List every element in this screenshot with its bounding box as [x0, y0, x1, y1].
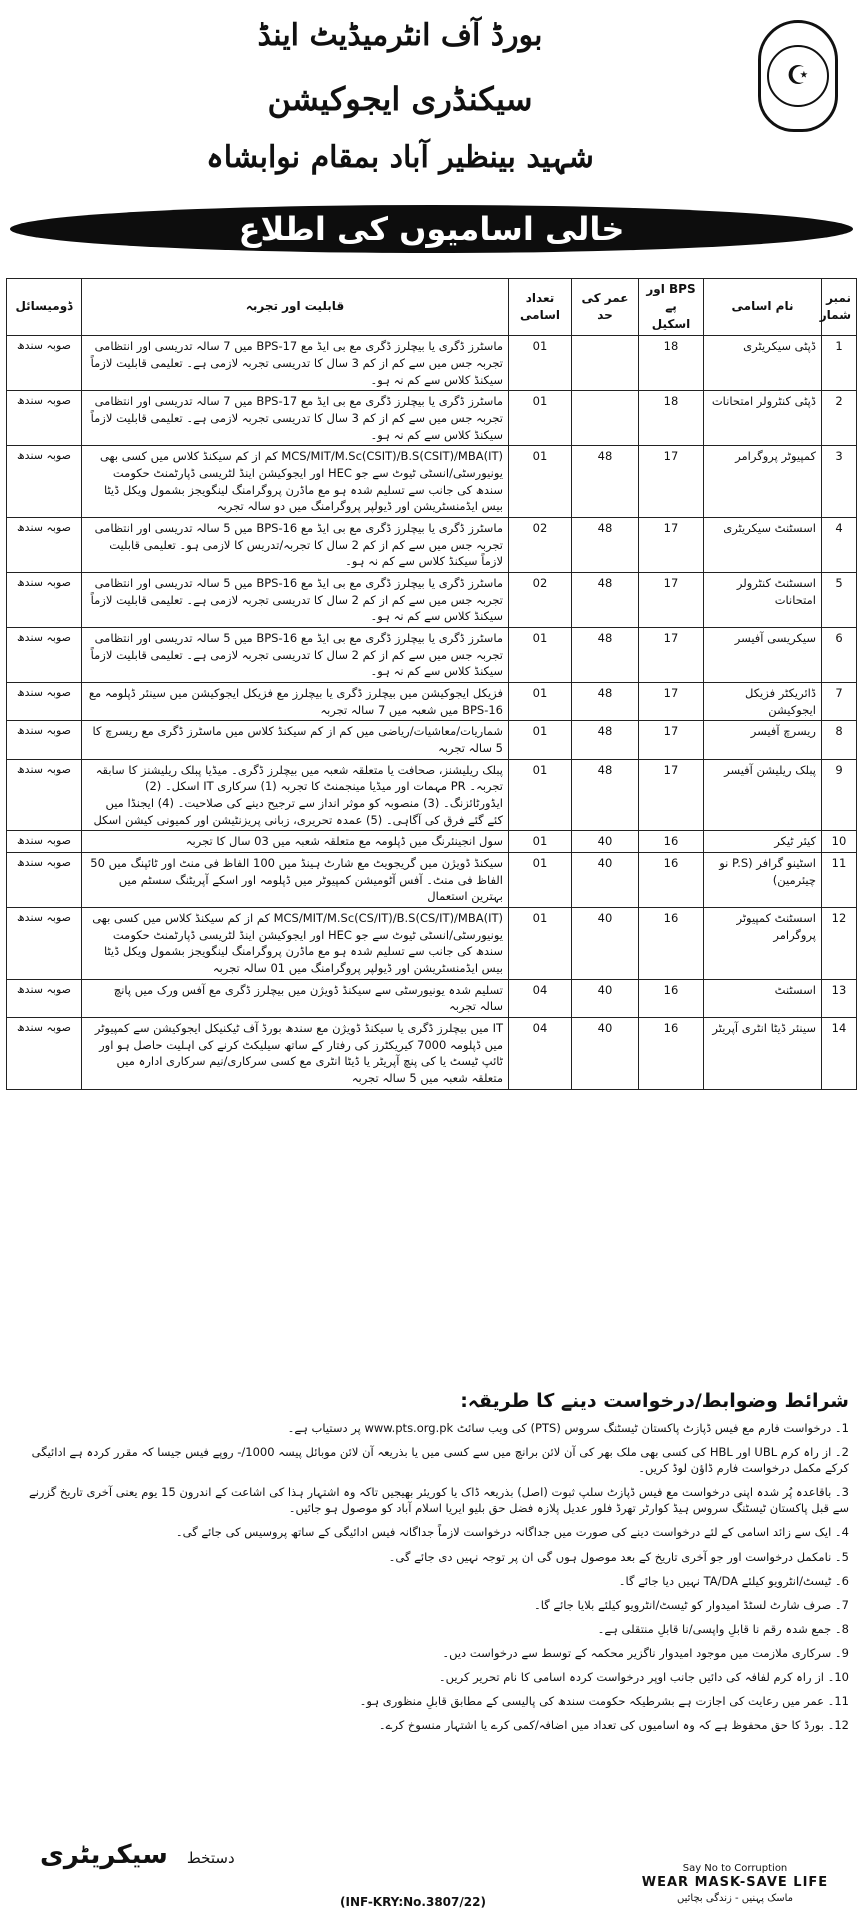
- table-row: [7, 1018, 857, 1090]
- board-location: شہید بینظیر آباد بمقام نوابشاہ: [206, 140, 594, 175]
- table-row: [7, 572, 857, 627]
- cell-bps: 16: [639, 1018, 704, 1090]
- cell-domicile: صوبہ سندھ: [7, 627, 82, 682]
- cell-post-count: 01: [509, 908, 572, 980]
- cell-post-name: اسسٹنٹ کمپیوٹر پروگرامر: [704, 908, 822, 980]
- cell-age-limit: 48: [572, 446, 639, 518]
- cell-post-count: 01: [509, 831, 572, 853]
- table-row: [7, 852, 857, 907]
- cell-post-count: 01: [509, 336, 572, 391]
- cell-age-limit: 40: [572, 1018, 639, 1090]
- cell-post-count: 02: [509, 572, 572, 627]
- vacancy-banner: خالی اسامیوں کی اطلاع: [10, 205, 853, 253]
- cell-post-name: ڈپٹی کنٹرولر امتحانات: [704, 391, 822, 446]
- cell-bps: 18: [639, 336, 704, 391]
- board-title-line-1: بورڈ آف انٹرمیڈیٹ اینڈ: [257, 18, 543, 53]
- list-item: 6۔ ٹیسٹ/انٹرویو کیلئے TA/DA نہیں دیا جائے گا۔: [618, 1573, 849, 1588]
- cell-bps: 17: [639, 682, 704, 720]
- cell-post-name: ڈپٹی سیکریٹری: [704, 336, 822, 391]
- list-item: 8۔ جمع شدہ رقم نا قابلِ واپسی/نا قابلِ منتقلی ہے۔: [597, 1621, 849, 1636]
- cell-age-limit: 48: [572, 682, 639, 720]
- slogan-top: Say No to Corruption: [682, 1863, 788, 1874]
- cell-qualification: ماسٹرز ڈگری یا بیچلرز ڈگری مع بی ایڈ مع BPS-16 میں 5 سالہ تدریسی اور انتظامی تجربہ جس میں سے کم از کم 2 سال کا تجربہ/تدریس کا لازمی ہو۔ تعلیمی قابلیت لازماً سیکنڈ کلاس سے کم نہ ہو۔: [82, 517, 509, 572]
- table-row: [7, 831, 857, 853]
- table-row: [7, 517, 857, 572]
- table-row: [7, 908, 857, 980]
- list-item: 2۔ از راہ کرم UBL اور HBL کی کسی بھی ملک بھر کی آن لائن برانچ میں سے کسی میں یا بذریعہ آن لائن موبائل پیسہ 1000/- روپے فیس جیسا کہ مقرر کردہ ہے ادائیگی کرکے مکمل درخواست فارم ڈاؤن لوڈ کریں۔: [31, 1445, 849, 1476]
- cell-serial: 3: [822, 446, 857, 518]
- cell-bps: 16: [639, 852, 704, 907]
- cell-domicile: صوبہ سندھ: [7, 682, 82, 720]
- cell-serial: 5: [822, 572, 857, 627]
- table-row: [7, 682, 857, 720]
- cell-bps: 17: [639, 446, 704, 518]
- cell-bps: 17: [639, 627, 704, 682]
- cell-age-limit: [572, 391, 639, 446]
- cell-age-limit: 40: [572, 979, 639, 1017]
- reference-number: (INF-KRY:No.3807/22): [340, 1895, 486, 1909]
- table-row: [7, 627, 857, 682]
- cell-age-limit: [572, 336, 639, 391]
- header-age-limit: عمر کی حد: [572, 279, 639, 336]
- board-seal-logo: [758, 20, 838, 132]
- cell-domicile: صوبہ سندھ: [7, 517, 82, 572]
- cell-post-count: 01: [509, 446, 572, 518]
- cell-post-name: اسسٹنٹ سیکریٹری: [704, 517, 822, 572]
- cell-post-name: ریسرچ آفیسر: [704, 721, 822, 759]
- cell-post-name: سیکریسی آفیسر: [704, 627, 822, 682]
- list-item: 7۔ صرف شارٹ لسٹڈ امیدوار کو ٹیسٹ/انٹرویو کیلئے بلایا جائے گا۔: [533, 1597, 849, 1612]
- list-item: 12۔ بورڈ کا حق محفوظ ہے کہ وہ اسامیوں کی تعداد میں اضافہ/کمی کرے یا اشتہار منسوخ کرے۔: [378, 1718, 849, 1733]
- cell-age-limit: 48: [572, 759, 639, 831]
- cell-bps: 16: [639, 908, 704, 980]
- table-header-row: [7, 279, 857, 336]
- list-item: 4۔ ایک سے زائد اسامی کے لئے درخواست دینے کی صورت میں جداگانہ درخواست لازماً جداگانہ فیس ادائیگی کے ساتھ پروسیس کی جائے گی۔: [175, 1525, 849, 1540]
- cell-bps: 17: [639, 721, 704, 759]
- cell-qualification: ماسٹرز ڈگری یا بیچلرز ڈگری مع بی ایڈ مع BPS-16 میں 5 سالہ تدریسی اور انتظامی تجربہ جس میں سے کم از کم 2 سال کا تدریسی تجربہ لازمی ہے۔ تعلیمی قابلیت لازماً سیکنڈ کلاس سے کم نہ ہو۔: [82, 572, 509, 627]
- table-row: [7, 721, 857, 759]
- cell-age-limit: 40: [572, 852, 639, 907]
- header-post-name: نام اسامی: [704, 279, 822, 336]
- cell-domicile: صوبہ سندھ: [7, 1018, 82, 1090]
- terms-heading: شرائط وضوابط/درخواست دینے کا طریقہ:: [460, 1390, 849, 1412]
- cell-age-limit: 40: [572, 831, 639, 853]
- cell-post-name: سینئر ڈیٹا انٹری آپریٹر: [704, 1018, 822, 1090]
- crescent-star-icon: ☪: [767, 45, 829, 107]
- cell-serial: 14: [822, 1018, 857, 1090]
- cell-serial: 8: [822, 721, 857, 759]
- cell-age-limit: 48: [572, 517, 639, 572]
- table-row: [7, 446, 857, 518]
- cell-serial: 11: [822, 852, 857, 907]
- slogan-urdu: ماسک پہنیں - زندگی بچائیں: [676, 1892, 793, 1904]
- cell-post-name: کیئر ٹیکر: [704, 831, 822, 853]
- notice-header: [0, 0, 863, 205]
- slogan-main: WEAR MASK-SAVE LIFE: [641, 1875, 829, 1890]
- cell-qualification: پبلک ریلیشنز، صحافت یا متعلقہ شعبہ میں بیچلرز ڈگری۔ میڈیا پبلک ریلیشنز کا سابقہ تجربہ۔ PR مہمات اور میڈیا مینجمنٹ کا تجربہ (1) سرکاری IT اسکل۔ (2) ایڈورٹائزنگ۔ (3) منصوبہ کو موثر انداز سے ترجیح دینے کی صلاحیت۔ (4) ایجنڈا میں کئے گئے فرق کی آگاہی۔ (5) عمدہ تحریری، زبانی پریزنٹیشن اور کمیونی کیشن اسکل: [82, 759, 509, 831]
- signatory-title: سیکریٹری: [40, 1840, 168, 1870]
- cell-qualification: سیکنڈ ڈویژن میں گریجویٹ مع شارٹ ہینڈ میں 100 الفاظ فی منٹ اور ٹائپنگ میں 50 الفاظ فی منٹ۔ آفس آٹومیشن کمپیوٹر میں ڈپلومہ اور اسکے آپریٹنگ سسٹم میں بہترین استعمال: [82, 852, 509, 907]
- cell-qualification: سول انجینئرنگ میں ڈپلومہ مع متعلقہ شعبہ میں 03 سال کا تجربہ: [82, 831, 509, 853]
- table-row: [7, 759, 857, 831]
- cell-qualification: فزیکل ایجوکیشن میں بیچلرز ڈگری یا بیچلرز مع فزیکل ایجوکیشن میں سینئر ڈپلومہ مع BPS-16 میں شعبہ میں 7 سالہ تجربہ: [82, 682, 509, 720]
- cell-post-count: 01: [509, 391, 572, 446]
- cell-domicile: صوبہ سندھ: [7, 979, 82, 1017]
- cell-domicile: صوبہ سندھ: [7, 852, 82, 907]
- header-post-count: تعداد اسامی: [509, 279, 572, 336]
- cell-post-count: 02: [509, 517, 572, 572]
- cell-domicile: صوبہ سندھ: [7, 391, 82, 446]
- list-item: 1۔ درخواست فارم مع فیس ڈپازٹ پاکستان ٹیسٹنگ سروس (PTS) کی ویب سائٹ www.pts.org.pk پر دستیاب ہے۔: [287, 1421, 849, 1435]
- cell-bps: 18: [639, 391, 704, 446]
- cell-post-count: 04: [509, 979, 572, 1017]
- cell-domicile: صوبہ سندھ: [7, 908, 82, 980]
- signature-block: [40, 1840, 235, 1870]
- cell-post-name: اسٹینو گرافر (P.S نو چیئرمین): [704, 852, 822, 907]
- cell-qualification: MCS/MIT/M.Sc(CSIT)/B.S(CSIT)/MBA(IT) کم از کم سیکنڈ کلاس میں کسی بھی یونیورسٹی/انسٹی ٹیوٹ سے جو HEC اور ایجوکیشن اینڈ لٹریسی ڈپارٹمنٹ حکومت سندھ کی جانب سے تسلیم شدہ ہو مع ماڈرن پروگرامنگ لینگویجز بشمول ویکل ڈیٹا بیس ایڈمنسٹریشن اور ڈیولپر پروگرامنگ میں دو سالہ تجربہ: [82, 446, 509, 518]
- cell-post-name: کمپیوٹر پروگرامر: [704, 446, 822, 518]
- cell-qualification: ماسٹرز ڈگری یا بیچلرز ڈگری مع بی ایڈ مع BPS-17 میں 7 سالہ تدریسی اور انتظامی تجربہ جس میں سے کم از کم 3 سال کا تدریسی تجربہ لازمی ہے۔ تعلیمی قابلیت لازماً سیکنڈ کلاس سے کم نہ ہو۔: [82, 336, 509, 391]
- header-bps: BPS اور پے اسکیل: [639, 279, 704, 336]
- cell-qualification: IT میں بیچلرز ڈگری یا سیکنڈ ڈویژن مع سندھ بورڈ آف ٹیکنیکل ایجوکیشن سے کمپیوٹر میں ڈپلومہ 7000 کیریکٹرز کی رفتار کے ساتھ سیلیکٹ کرنے کی اہلیت حاصل ہو اور ٹائپ ٹیسٹ یا کی پنچ آپریٹر یا ڈیٹا انٹری مع کسی سرکاری/نیم سرکاری ادارہ میں متعلقہ شعبہ میں 5 سالہ تجربہ: [82, 1018, 509, 1090]
- cell-domicile: صوبہ سندھ: [7, 759, 82, 831]
- cell-domicile: صوبہ سندھ: [7, 572, 82, 627]
- cell-domicile: صوبہ سندھ: [7, 831, 82, 853]
- cell-age-limit: 48: [572, 572, 639, 627]
- cell-bps: 17: [639, 759, 704, 831]
- cell-serial: 4: [822, 517, 857, 572]
- header-qualification: قابلیت اور تجربہ: [82, 279, 509, 336]
- cell-qualification: تسلیم شدہ یونیورسٹی سے سیکنڈ ڈویژن میں بیچلرز ڈگری مع آفس ورک میں پانچ سالہ تجربہ: [82, 979, 509, 1017]
- list-item: 9۔ سرکاری ملازمت میں موجود امیدوار ناگزیر محکمہ کے توسط سے درخواست دیں۔: [442, 1645, 849, 1660]
- table-row: [7, 979, 857, 1017]
- cell-serial: 10: [822, 831, 857, 853]
- cell-bps: 17: [639, 572, 704, 627]
- cell-post-name: اسسٹنٹ: [704, 979, 822, 1017]
- cell-domicile: صوبہ سندھ: [7, 721, 82, 759]
- cell-post-count: 01: [509, 721, 572, 759]
- cell-post-count: 01: [509, 759, 572, 831]
- cell-bps: 16: [639, 979, 704, 1017]
- list-item: 5۔ نامکمل درخواست اور جو آخری تاریخ کے بعد موصول ہوں گی ان پر توجہ نہیں دی جائے گی۔: [388, 1549, 849, 1564]
- header-domicile: ڈومیسائل: [7, 279, 82, 336]
- cell-bps: 16: [639, 831, 704, 853]
- cell-serial: 6: [822, 627, 857, 682]
- table-row: [7, 336, 857, 391]
- header-serial: نمبر شمار: [822, 279, 857, 336]
- cell-qualification: ماسٹرز ڈگری یا بیچلرز ڈگری مع بی ایڈ مع BPS-17 میں 7 سالہ تدریسی اور انتظامی تجربہ جس میں سے کم از کم 3 سال کا تدریسی تجربہ لازمی ہے۔ تعلیمی قابلیت لازماً سیکنڈ کلاس سے کم نہ ہو۔: [82, 391, 509, 446]
- cell-domicile: صوبہ سندھ: [7, 336, 82, 391]
- cell-post-count: 01: [509, 627, 572, 682]
- cell-age-limit: 40: [572, 908, 639, 980]
- cell-post-count: 01: [509, 682, 572, 720]
- slogan-block: [630, 1862, 840, 1905]
- cell-qualification: MCS/MIT/M.Sc(CS/IT)/B.S(CS/IT)/MBA(IT) کم از کم سیکنڈ کلاس میں کسی بھی یونیورسٹی/انسٹی ٹیوٹ سے جو HEC اور ایجوکیشن اینڈ لٹریسی ڈپارٹمنٹ حکومت سندھ کی جانب سے تسلیم شدہ ہو مع ماڈرن پروگرامنگ لینگویجز بشمول ویکل ڈیٹا بیس ایڈمنسٹریشن اور ڈیولپر پروگرامنگ میں 01 سالہ تجربہ: [82, 908, 509, 980]
- cell-serial: 13: [822, 979, 857, 1017]
- cell-age-limit: 48: [572, 627, 639, 682]
- cell-serial: 12: [822, 908, 857, 980]
- cell-post-name: ڈائریکٹر فزیکل ایجوکیشن: [704, 682, 822, 720]
- cell-serial: 9: [822, 759, 857, 831]
- board-title-line-2: سیکنڈری ایجوکیشن: [267, 80, 533, 118]
- list-item: 10۔ از راہ کرم لفافہ کی دائیں جانب اوپر درخواست کردہ اسامی کا نام تحریر کریں۔: [438, 1670, 849, 1685]
- cell-serial: 7: [822, 682, 857, 720]
- cell-domicile: صوبہ سندھ: [7, 446, 82, 518]
- signature-label: دستخط: [186, 1849, 235, 1867]
- terms-list: [16, 1420, 849, 1741]
- cell-qualification: شماریات/معاشیات/ریاضی میں کم از کم سیکنڈ کلاس میں ماسٹرز ڈگری مع ریسرچ کا 5 سالہ تجربہ: [82, 721, 509, 759]
- cell-post-name: پبلک ریلیشن آفیسر: [704, 759, 822, 831]
- cell-bps: 17: [639, 517, 704, 572]
- cell-serial: 1: [822, 336, 857, 391]
- cell-qualification: ماسٹرز ڈگری یا بیچلرز ڈگری مع بی ایڈ مع BPS-16 میں 5 سالہ تدریسی اور انتظامی تجربہ جس میں سے کم از کم 2 سال کا تدریسی تجربہ لازمی ہے۔ تعلیمی قابلیت لازماً سیکنڈ کلاس سے کم نہ ہو۔: [82, 627, 509, 682]
- list-item: 3۔ باقاعدہ پُر شدہ اپنی درخواست مع فیس ڈپازٹ سلپ ثبوت (اصل) بذریعہ ڈاک یا کوریئر بھیجیں تاکہ وہ اشتہار ہذا کی اشاعت کے اندرون 15 یوم یعنی آخری تاریخ گزرنے سے قبل پاکستان ٹیسٹنگ سروس ہیڈ کوارٹر تھرڈ فلور عدیل پلازہ فضل حق بلیو ایریا اسلام آباد کو موصول ہو جائیں۔: [28, 1485, 849, 1516]
- cell-post-name: اسسٹنٹ کنٹرولر امتحانات: [704, 572, 822, 627]
- cell-serial: 2: [822, 391, 857, 446]
- vacancy-table: [6, 278, 857, 1090]
- cell-post-count: 01: [509, 852, 572, 907]
- list-item: 11۔ عمر میں رعایت کی اجازت ہے بشرطیکہ حکومت سندھ کی پالیسی کے مطابق قابلِ منظوری ہو۔: [359, 1694, 849, 1709]
- cell-post-count: 04: [509, 1018, 572, 1090]
- table-row: [7, 391, 857, 446]
- cell-age-limit: 48: [572, 721, 639, 759]
